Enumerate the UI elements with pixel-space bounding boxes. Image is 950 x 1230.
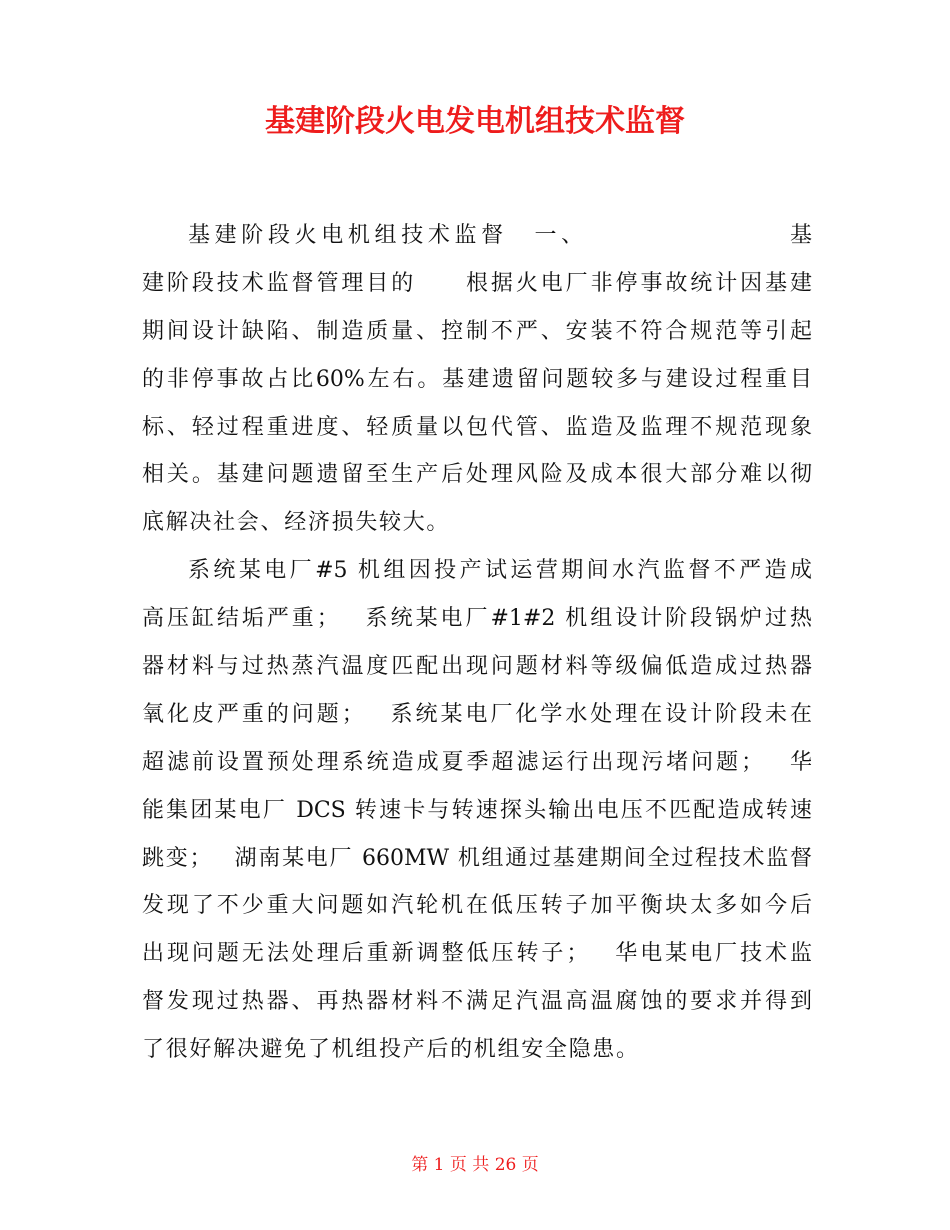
paragraph-line: 期间设计缺陷、制造质量、控制不严、安装不符合规范等引起 — [142, 318, 812, 344]
paragraph-line: 出现问题无法处理后重新调整低压转子； 华电某电厂技术监 — [142, 941, 812, 967]
paragraph-line: 发现了不少重大问题如汽轮机在低压转子加平衡块太多如今后 — [142, 893, 812, 919]
paragraph-line: 底解决社会、经济损失较大。 — [142, 510, 451, 536]
document-body — [142, 212, 812, 1074]
paragraph-line: 的非停事故占比60%左右。基建遗留问题较多与建设过程重目 — [142, 366, 812, 392]
paragraph-line: 基建阶段火电机组技术监督 一、 基 — [188, 223, 812, 248]
paragraph-line: 了很好解决避免了机组投产后的机组安全隐患。 — [142, 1037, 640, 1063]
paragraph-line: 超滤前设置预处理系统造成夏季超滤运行出现污堵问题； 华 — [142, 749, 812, 775]
paragraph-line: 能集团某电厂 DCS 转速卡与转速探头输出电压不匹配造成转速 — [142, 797, 812, 823]
paragraph-line: 建阶段技术监督管理目的 根据火电厂非停事故统计因基建 — [142, 270, 812, 296]
paragraph-line: 跳变； 湖南某电厂 660MW 机组通过基建期间全过程技术监督 — [142, 845, 812, 871]
document-title: 基建阶段火电发电机组技术监督 — [265, 104, 685, 139]
paragraph-line: 督发现过热器、再热器材料不满足汽温高温腐蚀的要求并得到 — [142, 989, 812, 1015]
paragraph-line: 氧化皮严重的问题； 系统某电厂化学水处理在设计阶段未在 — [142, 701, 812, 727]
paragraph-line: 相关。基建问题遗留至生产后处理风险及成本很大部分难以彻 — [142, 462, 812, 488]
page-number-footer: 第 1 页 共 26 页 — [411, 1155, 539, 1175]
paragraph-line: 高压缸结垢严重； 系统某电厂#1#2 机组设计阶段锅炉过热 — [142, 606, 812, 632]
paragraph-line: 系统某电厂#5 机组因投产试运营期间水汽监督不严造成 — [188, 558, 812, 584]
paragraph-line: 器材料与过热蒸汽温度匹配出现问题材料等级偏低造成过热器 — [142, 654, 812, 680]
paragraph-line: 标、轻过程重进度、轻质量以包代管、监造及监理不规范现象 — [142, 414, 812, 440]
